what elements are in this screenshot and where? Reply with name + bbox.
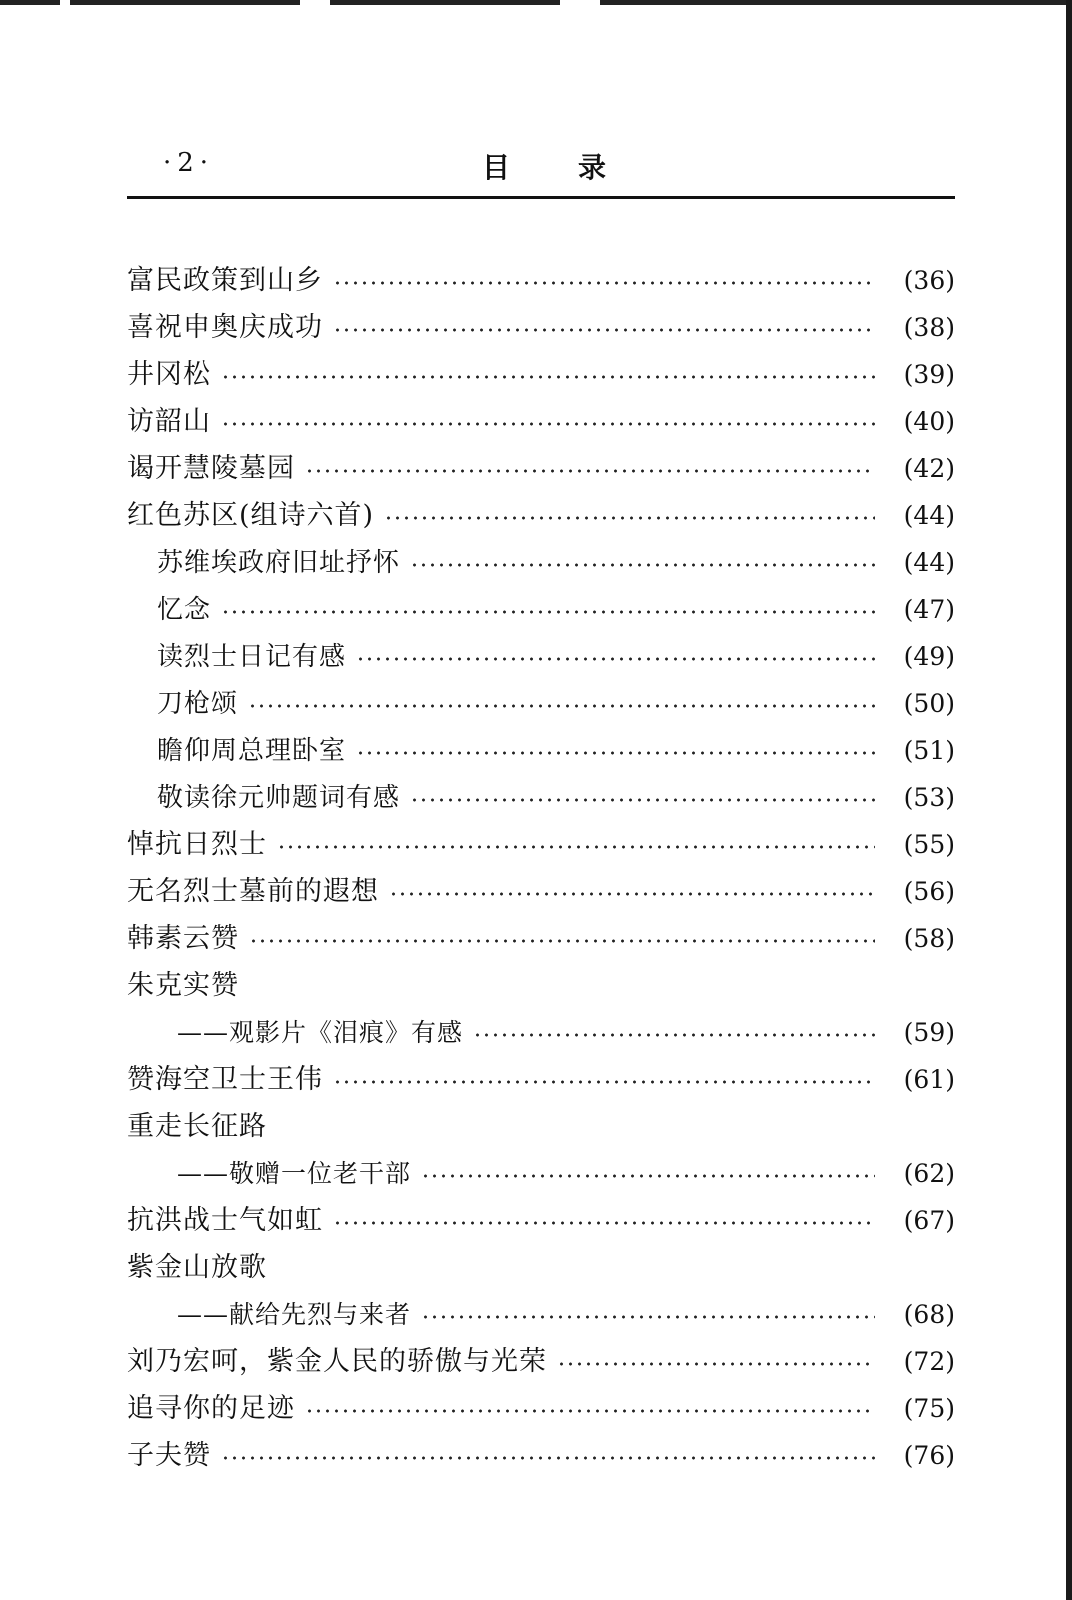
page-number: ·2·: [163, 148, 215, 178]
toc-dot-leader: [333, 1217, 875, 1229]
toc-dot-leader: [221, 418, 875, 430]
toc-dot-leader: [221, 606, 875, 618]
toc-entry[interactable]: [127, 1006, 955, 1053]
toc-entry-title: 无名烈士墓前的遐想: [127, 876, 379, 907]
toc-entry-title: 赞海空卫士王伟: [127, 1064, 323, 1095]
toc-entry[interactable]: [127, 254, 955, 301]
toc-entry-page: (49): [903, 642, 955, 671]
toc-entry[interactable]: [127, 395, 955, 442]
toc-entry[interactable]: [127, 489, 955, 536]
toc-entry[interactable]: [127, 1241, 955, 1288]
toc-dot-leader: [421, 1170, 875, 1182]
toc-entry-page: (50): [903, 689, 955, 718]
toc-entry[interactable]: [127, 1194, 955, 1241]
toc-entry[interactable]: [127, 771, 955, 818]
toc-entry[interactable]: [127, 442, 955, 489]
toc-entry[interactable]: [127, 348, 955, 395]
toc-dot-leader: [248, 700, 875, 712]
toc-entry[interactable]: [127, 583, 955, 630]
toc-entry-page: (72): [903, 1347, 955, 1376]
toc-entry-title: 谒开慧陵墓园: [127, 453, 295, 484]
toc-dot-leader: [333, 324, 875, 336]
toc-entry-title: ——观影片《泪痕》有感: [177, 1018, 464, 1047]
toc-entry-page: (44): [903, 501, 955, 530]
toc-entry-page: (44): [903, 548, 955, 577]
toc-entry-title: 刘乃宏呵，紫金人民的骄傲与光荣: [127, 1346, 547, 1377]
toc-entry-title: 抗洪战士气如虹: [127, 1205, 323, 1236]
toc-entry[interactable]: [127, 1053, 955, 1100]
scan-edge-top: [0, 0, 1072, 5]
toc-entry[interactable]: [127, 536, 955, 583]
toc-entry[interactable]: [127, 630, 955, 677]
toc-entry-title: 井冈松: [127, 359, 211, 390]
toc-dot-leader: [333, 277, 875, 289]
toc-entry-page: (42): [903, 454, 955, 483]
toc-entry-title: 敬读徐元帅题词有感: [157, 783, 401, 813]
toc-entry-title: 追寻你的足迹: [127, 1393, 295, 1424]
toc-entry-title: 读烈士日记有感: [157, 642, 347, 672]
toc-entry[interactable]: [127, 1100, 955, 1147]
toc-entry-page: (39): [903, 360, 955, 389]
toc-entry-page: (47): [903, 595, 955, 624]
toc-dot-leader: [221, 1452, 875, 1464]
toc-entry-title: 刀枪颂: [157, 689, 239, 719]
toc-dot-leader: [473, 1029, 875, 1041]
toc-entry-page: (59): [903, 1018, 955, 1047]
toc-entry[interactable]: [127, 1335, 955, 1382]
toc-entry-page: (40): [903, 407, 955, 436]
toc-entry-page: (75): [903, 1394, 955, 1423]
toc-entry-title: 忆念: [157, 595, 212, 625]
toc-entry-title: 悼抗日烈士: [127, 829, 267, 860]
toc-entry-title: ——敬赠一位老干部: [177, 1159, 412, 1188]
toc-entry-page: (56): [903, 877, 955, 906]
toc-dot-leader: [384, 512, 875, 524]
toc-dot-leader: [421, 1311, 875, 1323]
toc-entry[interactable]: [127, 818, 955, 865]
toc-entry-title: ——献给先烈与来者: [177, 1300, 412, 1329]
toc-entry[interactable]: [127, 1288, 955, 1335]
toc-entry[interactable]: [127, 301, 955, 348]
toc-entry-title: 喜祝申奥庆成功: [127, 312, 323, 343]
toc-dot-leader: [221, 371, 875, 383]
page-title: 目录: [482, 151, 675, 184]
toc-entry-page: (38): [903, 313, 955, 342]
toc-entry-title: 子夫赞: [127, 1440, 211, 1471]
toc-entry[interactable]: [127, 1382, 955, 1429]
page-header: [127, 140, 955, 199]
toc-entry[interactable]: [127, 1429, 955, 1476]
toc-entry-title: 访韶山: [127, 406, 211, 437]
toc-entry-page: (36): [903, 266, 955, 295]
toc-entry-page: (55): [903, 830, 955, 859]
toc-entry-title: 紫金山放歌: [127, 1252, 267, 1283]
table-of-contents: [127, 254, 955, 1476]
toc-dot-leader: [410, 559, 875, 571]
toc-entry-page: (53): [903, 783, 955, 812]
toc-entry[interactable]: [127, 865, 955, 912]
toc-entry[interactable]: [127, 912, 955, 959]
toc-entry-title: 苏维埃政府旧址抒怀: [157, 548, 401, 578]
toc-entry-page: (58): [903, 924, 955, 953]
toc-dot-leader: [305, 1405, 875, 1417]
toc-entry-title: 红色苏区(组诗六首): [127, 500, 375, 531]
toc-entry-title: 重走长征路: [127, 1111, 267, 1142]
toc-dot-leader: [410, 794, 875, 806]
toc-entry-page: (62): [903, 1159, 955, 1188]
toc-dot-leader: [557, 1358, 875, 1370]
toc-entry-page: (76): [903, 1441, 955, 1470]
toc-dot-leader: [389, 888, 875, 900]
toc-entry-title: 朱克实赞: [127, 970, 239, 1001]
toc-dot-leader: [356, 653, 875, 665]
toc-entry[interactable]: [127, 724, 955, 771]
toc-entry[interactable]: [127, 959, 955, 1006]
toc-dot-leader: [305, 465, 875, 477]
toc-dot-leader: [277, 841, 875, 853]
scan-edge-right: [1066, 0, 1072, 1600]
toc-entry-page: (61): [903, 1065, 955, 1094]
toc-entry-title: 富民政策到山乡: [127, 265, 323, 296]
toc-entry-title: 瞻仰周总理卧室: [157, 736, 347, 766]
toc-dot-leader: [333, 1076, 875, 1088]
toc-entry-page: (68): [903, 1300, 955, 1329]
toc-entry[interactable]: [127, 677, 955, 724]
toc-entry-page: (51): [903, 736, 955, 765]
toc-dot-leader: [356, 747, 875, 759]
toc-entry[interactable]: [127, 1147, 955, 1194]
toc-dot-leader: [249, 935, 875, 947]
toc-entry-title: 韩素云赞: [127, 923, 239, 954]
toc-entry-page: (67): [903, 1206, 955, 1235]
